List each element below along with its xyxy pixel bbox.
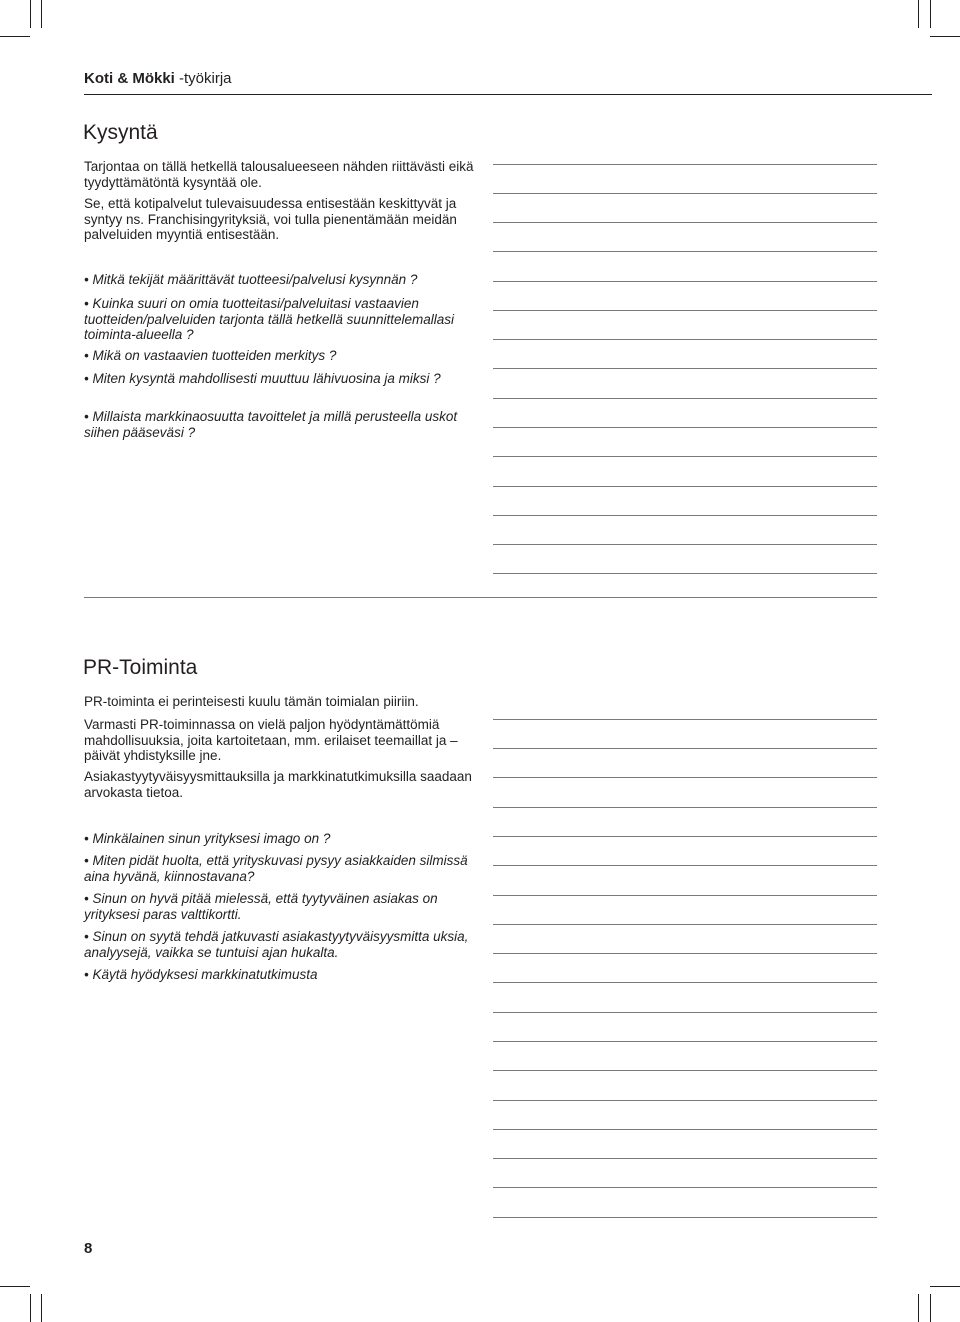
list-item: • Sinun on syytä tehdä jatkuvasti asiakastyytyväisyysmitta uksia, analyysejä, vaikka se tuntuisi ajan hukalta. xyxy=(84,929,469,960)
writing-line[interactable] xyxy=(493,1100,877,1101)
page-header-title xyxy=(84,70,232,87)
section-divider xyxy=(84,597,877,598)
kysynta-paragraph-2: Se, että kotipalvelut tulevaisuudessa entisestään keskittyvät ja syntyy ns. Franchisingyrityksiä, voi tulla pienentämään meidän palveluiden myyntiä entisestään. xyxy=(84,196,457,242)
list-item: • Minkälainen sinun yrityksesi imago on ? xyxy=(84,831,331,846)
list-item: • Miten pidät huolta, että yrityskuvasi pysyy asiakkaiden silmissä aina hyvänä, kiinnostavana? xyxy=(84,853,468,884)
writing-line[interactable] xyxy=(493,865,877,866)
writing-line[interactable] xyxy=(493,368,877,369)
page-number: 8 xyxy=(84,1240,93,1257)
writing-line[interactable] xyxy=(493,427,877,428)
writing-line[interactable] xyxy=(493,982,877,983)
writing-line[interactable] xyxy=(493,281,877,282)
writing-line[interactable] xyxy=(493,777,877,778)
pr-paragraph-2: Varmasti PR-toiminnassa on vielä paljon hyödyntämättömiä mahdollisuuksia, joita kartoitetaan, mm. erilaiset teemaillat ja –päivät yhdistyksille jne. xyxy=(84,717,458,763)
writing-line[interactable] xyxy=(493,1012,877,1013)
list-item: • Käytä hyödyksesi markkinatutkimusta xyxy=(84,967,318,982)
list-item: • Mikä on vastaavien tuotteiden merkitys ? xyxy=(84,348,337,363)
writing-line[interactable] xyxy=(493,310,877,311)
writing-line[interactable] xyxy=(493,164,877,165)
header-rule xyxy=(84,94,932,95)
writing-line[interactable] xyxy=(493,719,877,720)
list-item: • Millaista markkinaosuutta tavoittelet ja millä perusteella uskot siihen pääseväsi ? xyxy=(84,409,458,440)
writing-line[interactable] xyxy=(493,1070,877,1071)
writing-line[interactable] xyxy=(493,748,877,749)
writing-line[interactable] xyxy=(493,953,877,954)
writing-line[interactable] xyxy=(493,456,877,457)
list-item: • Mitkä tekijät määrittävät tuotteesi/palvelusi kysynnän ? xyxy=(84,272,418,287)
writing-line[interactable] xyxy=(493,544,877,545)
pr-paragraph-3: Asiakastyytyväisyysmittauksilla ja markkinatutkimuksilla saadaan arvokasta tietoa. xyxy=(84,769,472,800)
writing-line[interactable] xyxy=(493,222,877,223)
writing-line[interactable] xyxy=(493,1217,877,1218)
header-title-light: -työkirja xyxy=(174,70,232,87)
writing-line[interactable] xyxy=(493,895,877,896)
writing-line[interactable] xyxy=(493,398,877,399)
writing-line[interactable] xyxy=(493,807,877,808)
list-item: • Sinun on hyvä pitää mielessä, että tyytyväinen asiakas on yrityksesi paras valttikortti. xyxy=(84,891,438,922)
writing-line[interactable] xyxy=(493,836,877,837)
section-title-pr-toiminta: PR-Toiminta xyxy=(83,656,198,679)
kysynta-paragraph-1: Tarjontaa on tällä hetkellä talousalueeseen nähden riittävästi eikä tyydyttämätöntä kysyntää ole. xyxy=(84,159,474,190)
writing-line[interactable] xyxy=(493,339,877,340)
writing-line[interactable] xyxy=(493,486,877,487)
writing-line[interactable] xyxy=(493,251,877,252)
pr-paragraph-1: PR-toiminta ei perinteisesti kuulu tämän toimialan piiriin. xyxy=(84,694,419,709)
writing-line[interactable] xyxy=(493,924,877,925)
list-item: • Kuinka suuri on omia tuotteitasi/palveluitasi vastaavien tuotteiden/palveluiden tarjonta tällä hetkellä suunnittelemallasi toiminta-alueella ? xyxy=(84,296,454,342)
section-title-kysynta: Kysyntä xyxy=(83,121,158,144)
writing-line[interactable] xyxy=(493,573,877,574)
writing-line[interactable] xyxy=(493,1129,877,1130)
writing-line[interactable] xyxy=(493,1158,877,1159)
writing-line[interactable] xyxy=(493,1187,877,1188)
writing-line[interactable] xyxy=(493,1041,877,1042)
writing-line[interactable] xyxy=(493,515,877,516)
list-item: • Miten kysyntä mahdollisesti muuttuu lähivuosina ja miksi ? xyxy=(84,371,441,386)
writing-line[interactable] xyxy=(493,193,877,194)
header-title-bold: Koti & Mökki xyxy=(84,70,175,87)
